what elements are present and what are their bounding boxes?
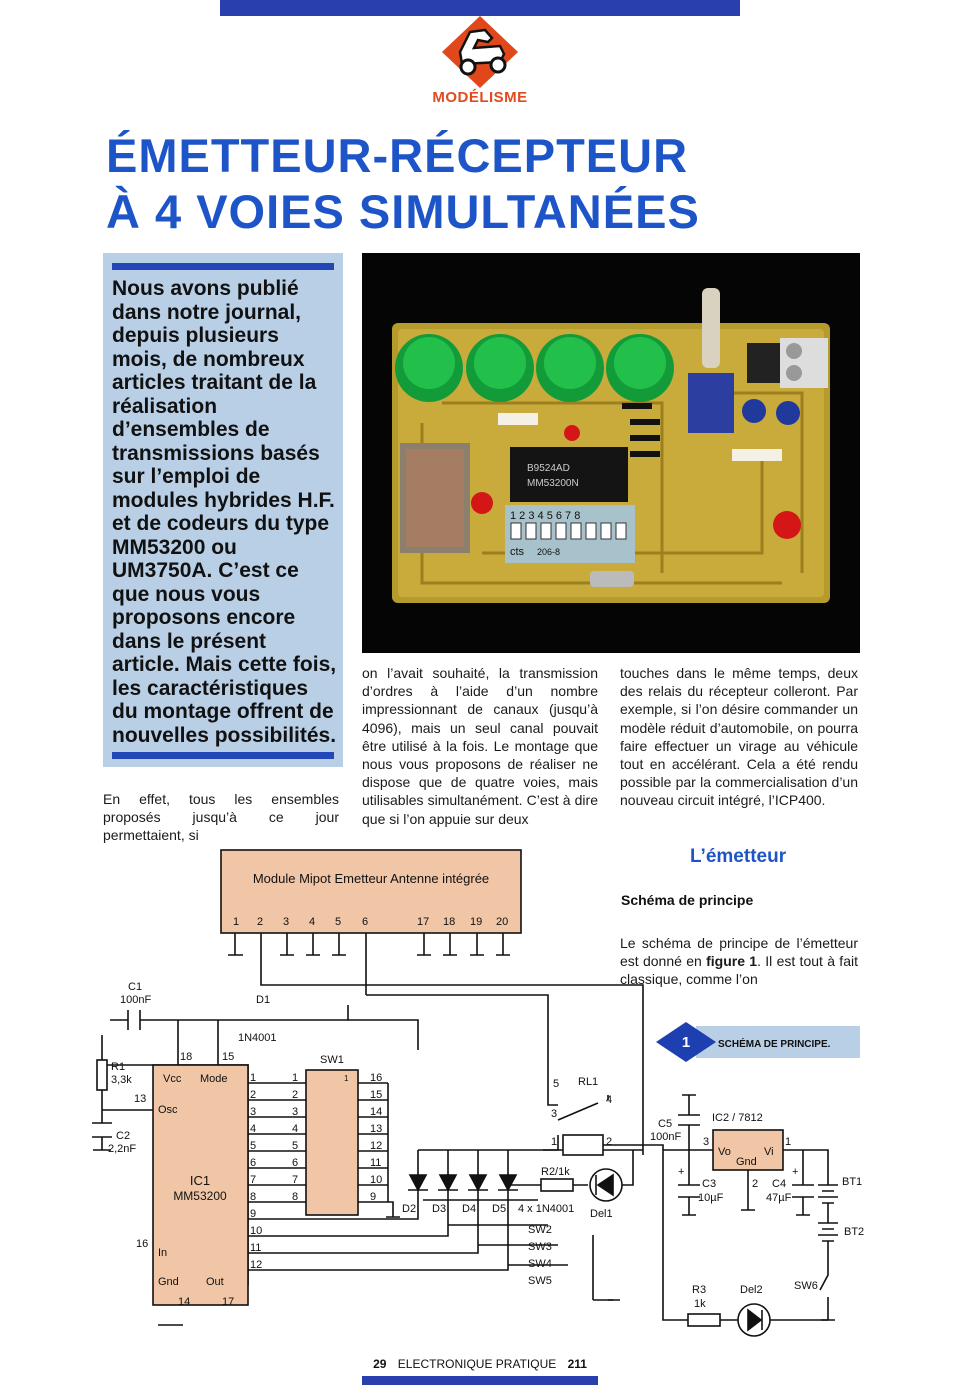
diode-d5: D5 [492, 1203, 507, 1215]
pcb-photo [362, 253, 860, 653]
ic1-pin-18: 18 [180, 1051, 193, 1063]
del2-label: Del2 [740, 1284, 763, 1296]
switch-sw2: SW2 [528, 1224, 552, 1236]
ic2-gnd: Gnd [736, 1156, 757, 1168]
intro-rule-top [112, 263, 334, 270]
c1-value: 100nF [120, 994, 152, 1006]
battery-bt1: BT1 [842, 1176, 863, 1188]
ic1-osc: Osc [158, 1104, 178, 1116]
module-pin-3: 3 [283, 916, 290, 928]
ic1-out: Out [206, 1276, 224, 1288]
ic1-right-pin-6: 6 [250, 1157, 257, 1169]
ic2-pin-2: 2 [752, 1178, 759, 1190]
subheading-schema: Schéma de principe [621, 892, 754, 908]
ic1-right-pin-10: 10 [250, 1225, 263, 1237]
module-pin-2: 2 [257, 916, 264, 928]
diodes-ref: 4 x 1N4001 [518, 1203, 575, 1215]
diode-d2: D2 [402, 1203, 417, 1215]
title-line-1: ÉMETTEUR-RÉCEPTEUR [106, 129, 689, 182]
ic1-pin-13: 13 [134, 1093, 147, 1105]
figure-label: SCHÉMA DE PRINCIPE. [718, 1039, 831, 1050]
page-number: 29 [373, 1357, 387, 1371]
dip-brand: cts [510, 546, 525, 558]
dip-numbers: 1 2 3 4 5 6 7 8 [510, 510, 581, 522]
c4-label: C4 [772, 1178, 787, 1190]
circuit-schematic [88, 845, 868, 1345]
ic1-in-pin: 16 [136, 1238, 149, 1250]
sw1-label: SW1 [320, 1054, 344, 1066]
ic1-pin-15: 15 [222, 1051, 235, 1063]
title-line-2: À 4 VOIES SIMULTANÉES [106, 185, 700, 238]
rl1-pin-5: 5 [553, 1078, 560, 1090]
module-pin-4: 4 [309, 916, 316, 928]
sw1-left-2: 2 [292, 1089, 299, 1101]
battery-bt2: BT2 [844, 1226, 865, 1238]
diode-d3: D3 [432, 1203, 447, 1215]
r1-value: 3,3k [111, 1074, 132, 1086]
section-heading-emetteur: L’émetteur [690, 846, 787, 867]
d1-label: D1 [256, 994, 271, 1006]
ic1-gnd: Gnd [158, 1276, 179, 1288]
module-pin-20: 20 [496, 916, 509, 928]
sw1-right-14: 14 [370, 1106, 383, 1118]
c4-value: 47µF [766, 1192, 792, 1204]
journal-name: ELECTRONIQUE PRATIQUE [397, 1357, 557, 1371]
intro-text: Nous avons publié dans notre journal, depuis plusieurs mois, de nombreux articles traitant de la réalisation d’ensembles de transmissions basés sur l’emploi de modules hybrides H.F. et de codeurs du type MM53200 ou UM3750A. C’est ce que nous vous proposons encore dans le présent article. Mais cette fois, les caractéristiques du montage offrent de nouvelles possibilités. [112, 277, 337, 747]
ic1-vcc: Vcc [163, 1073, 182, 1085]
c2-label: C2 [116, 1130, 131, 1142]
module-pin-5: 5 [335, 916, 342, 928]
sw1-right-11: 11 [370, 1157, 382, 1169]
rl1-label: RL1 [578, 1076, 599, 1088]
ic1-ref: MM53200 [173, 1189, 227, 1203]
sw1-right-10: 10 [370, 1174, 383, 1186]
body-column-3: touches dans le même temps, deux des relais du récepteur colleront. Par exemple, si l’on désire commander un modèle réduit d’automobile, on pourra faire effectuer un virage au véhicule tout en accélérant. Cela a été rendu possible par la commercialisation d’un nouveau circuit intégré, l’ICP400. [620, 665, 858, 809]
c5-label: C5 [658, 1118, 673, 1130]
c3-plus: + [678, 1166, 685, 1178]
ic1-right-pin-11: 11 [250, 1242, 262, 1254]
rubric-label: MODÉLISME [432, 89, 528, 106]
c2-value: 2,2nF [108, 1143, 137, 1155]
sw1-right-15: 15 [370, 1089, 383, 1101]
ic1-name: IC1 [189, 1173, 211, 1188]
ic1-in: In [158, 1247, 168, 1259]
issue-number: 211 [567, 1357, 587, 1371]
intro-box [103, 253, 343, 767]
ic2-pin-1: 1 [785, 1136, 792, 1148]
ic2-vo: Vo [718, 1146, 731, 1158]
modelisme-logo-icon [430, 12, 530, 92]
del1-label: Del1 [590, 1208, 613, 1220]
ic1-right-pin-8: 8 [250, 1191, 257, 1203]
col3b-text-a: Le schéma de principe de l’émetteur est donné en [620, 935, 858, 970]
module-pin-18: 18 [443, 916, 456, 928]
chip-marking-1: B9524AD [527, 463, 570, 474]
ic2-label: IC2 / 7812 [712, 1112, 763, 1124]
c3-label: C3 [702, 1178, 717, 1190]
body-column-1: En effet, tous les ensembles proposés jusqu’à ce jour permettaient, si [103, 791, 339, 844]
sw1-left-7: 7 [292, 1174, 299, 1186]
sw1-left-1: 1 [292, 1072, 299, 1084]
ic1-right-pin-9: 9 [250, 1208, 257, 1220]
figure-ref: figure 1 [706, 953, 758, 970]
ic1-gnd-pin: 14 [178, 1296, 191, 1308]
figure-number: 1 [681, 1034, 691, 1051]
col3b-text-b: . Il est tout à fait classique, comme l’on [620, 953, 858, 988]
body-column-2: on l’avait souhaité, la transmission d’ordres à l’aide d’un nombre impressionnant de canaux (jusqu’à 4096), mais un seul canal pouvait être utilisé à la fois. Le montage que nous vous proposons de réaliser ne dispose que de quatre voies, mais utilisables simultanément. C’est à dire que si l’on appuie sur deux [362, 665, 598, 827]
ic1-right-pin-3: 3 [250, 1106, 257, 1118]
c1-label: C1 [128, 981, 143, 993]
chip-marking-2: MM53200N [527, 478, 579, 489]
module-pin-19: 19 [470, 916, 483, 928]
sw1-left-8: 8 [292, 1191, 299, 1203]
sw1-right-13: 13 [370, 1123, 383, 1135]
bottom-color-bar [362, 1376, 598, 1385]
page-footer [360, 1357, 600, 1371]
ic1-out-pin: 17 [222, 1296, 235, 1308]
sw1-left-3: 3 [292, 1106, 299, 1118]
module-label: Module Mipot Emetteur Antenne intégrée [252, 871, 490, 886]
dip-ref: 206-8 [537, 547, 561, 557]
rl1-pin-4: 4 [606, 1094, 613, 1106]
sw1-left-6: 6 [292, 1157, 299, 1169]
intro-rule-bottom [112, 752, 334, 759]
ic1-mode: Mode [200, 1073, 228, 1085]
ic1-right-pin-7: 7 [250, 1174, 257, 1186]
r3-value: 1k [694, 1298, 706, 1310]
module-pin-17: 17 [417, 916, 430, 928]
diode-d4: D4 [462, 1203, 477, 1215]
switch-sw4: SW4 [528, 1258, 552, 1270]
switch-sw6: SW6 [794, 1280, 818, 1292]
c3-value: 10µF [698, 1192, 724, 1204]
ic2-pin-3: 3 [703, 1136, 710, 1148]
article-title [106, 128, 866, 240]
module-pin-6: 6 [362, 916, 369, 928]
r1-label: R1 [111, 1061, 126, 1073]
ic2-vi: Vi [764, 1146, 774, 1158]
sw1-right-9: 9 [370, 1191, 377, 1203]
sw1-right-16: 16 [370, 1072, 383, 1084]
ic1-right-pin-1: 1 [250, 1072, 257, 1084]
ic1-right-pin-5: 5 [250, 1140, 257, 1152]
rl1-pin-1: 1 [551, 1136, 558, 1148]
ic1-right-pin-4: 4 [250, 1123, 257, 1135]
ic1-right-pin-12: 12 [250, 1259, 263, 1271]
switch-sw3: SW3 [528, 1241, 552, 1253]
d1-value: 1N4001 [238, 1032, 277, 1044]
sw1-left-4: 4 [292, 1123, 299, 1135]
sw1-right-12: 12 [370, 1140, 383, 1152]
rl1-pin-3: 3 [551, 1108, 558, 1120]
ic1-right-pin-2: 2 [250, 1089, 257, 1101]
sw1-left-5: 5 [292, 1140, 299, 1152]
rl1-pin-2: 2 [606, 1136, 613, 1148]
c5-value: 100nF [650, 1131, 682, 1143]
c4-plus: + [792, 1166, 799, 1178]
r2-label: R2/1k [541, 1166, 570, 1178]
switch-sw5: SW5 [528, 1275, 552, 1287]
sw1-mark: 1 [344, 1074, 349, 1083]
module-pin-1: 1 [233, 916, 240, 928]
r3-label: R3 [692, 1284, 707, 1296]
